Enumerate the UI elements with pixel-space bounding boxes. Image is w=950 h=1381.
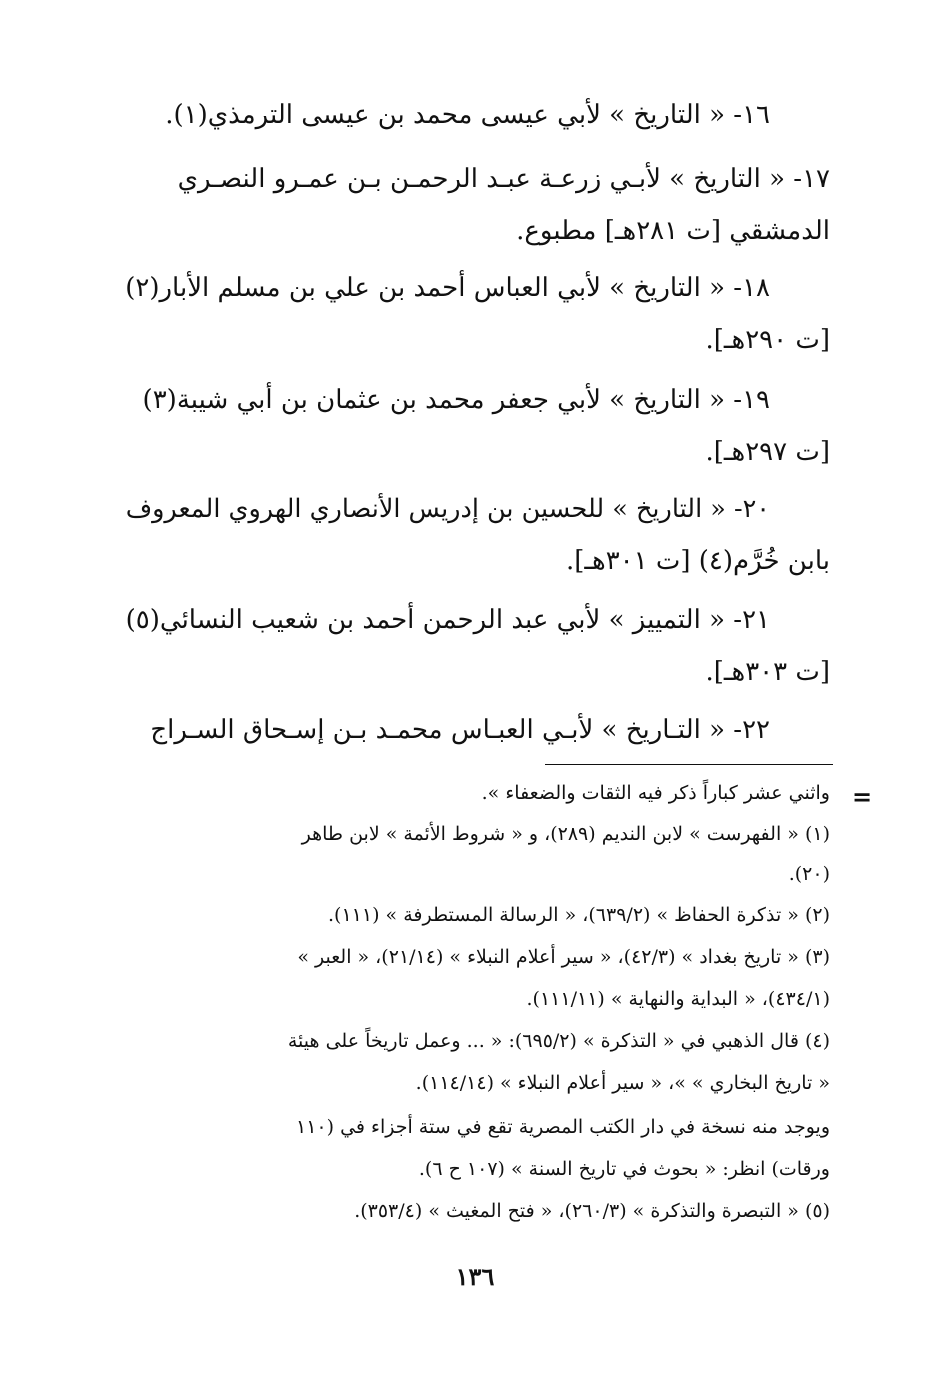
entry-19-line-1: ١٩- « التاريخ » لأبي جعفر محمد بن عثمان بن أبي شيبة(٣) bbox=[142, 385, 770, 415]
entry-20-line-1: ٢٠- « التاريخ » للحسين بن إدريس الأنصاري الهروي المعروف bbox=[125, 494, 770, 524]
entry-17-line-2: الدمشقي [ت ٢٨١هـ] مطبوع. bbox=[516, 216, 830, 246]
footnote-line: « تاريخ البخاري » »، « سير أعلام النبلاء » (١١٤/١٤). bbox=[415, 1072, 830, 1094]
footnote-line: ورقات) انظر: « بحوث في تاريخ السنة » (١٠٧ ح ٦). bbox=[418, 1158, 830, 1180]
footnote-separator bbox=[545, 764, 833, 765]
entry-21-line-2: [ت ٣٠٣هـ]. bbox=[705, 657, 830, 687]
entry-17-line-1: ١٧- « التاريخ » لأبـي زرعـة عبـد الرحمـن بـن عمـرو النصـري bbox=[177, 164, 830, 194]
footnote-line: (٤٣٤/١)، « البداية والنهاية » (١١١/١١). bbox=[526, 988, 830, 1010]
entry-18-line-1: ١٨- « التاريخ » لأبي العباس أحمد بن علي بن مسلم الأبار(٢) bbox=[125, 273, 770, 303]
entry-20-line-2: بابن خُرَّم(٤) [ت ٣٠١هـ]. bbox=[565, 546, 830, 576]
page-number: ١٣٦ bbox=[455, 1262, 495, 1291]
footnote-line: (٢) « تذكرة الحفاظ » (٦٣٩/٢)، « الرسالة المستطرفة » (١١١). bbox=[328, 904, 830, 926]
entry-19-line-2: [ت ٢٩٧هـ]. bbox=[705, 437, 830, 467]
footnote-line: (٥) « التبصرة والتذكرة » (٢٦٠/٣)، « فتح المغيث » (٣٥٣/٤). bbox=[354, 1200, 830, 1222]
entry-22-line-1: ٢٢- « التـاريخ » لأبـي العبـاس محمـد بـن إسـحاق السـراج bbox=[150, 715, 770, 745]
footnote-line: (٢٠). bbox=[788, 863, 830, 885]
footnote-continuation-marker: = bbox=[852, 783, 873, 811]
footnote-line: واثني عشر كباراً ذكر فيه الثقات والضعفاء ». bbox=[481, 782, 830, 804]
entry-18-line-2: [ت ٢٩٠هـ]. bbox=[705, 325, 830, 355]
footnote-line: ويوجد منه نسخة في دار الكتب المصرية تقع في ستة أجزاء في (١١٠ bbox=[296, 1116, 830, 1138]
entry-21-line-1: ٢١- « التمييز » لأبي عبد الرحمن أحمد بن شعيب النسائي(٥) bbox=[125, 605, 770, 635]
footnote-line: (٤) قال الذهبي في « التذكرة » (٦٩٥/٢): « ... وعمل تاريخاً على هيئة bbox=[287, 1030, 830, 1052]
entry-16-line-1: ١٦- « التاريخ » لأبي عيسى محمد بن عيسى الترمذي(١). bbox=[165, 100, 770, 130]
footnote-line: (٣) « تاريخ بغداد » (٤٢/٣)، « سير أعلام النبلاء » (٢١/١٤)، « العبر » bbox=[297, 946, 830, 968]
footnote-line: (١) « الفهرست » لابن النديم (٢٨٩)، و « شروط الأئمة » لابن طاهر bbox=[301, 823, 830, 845]
